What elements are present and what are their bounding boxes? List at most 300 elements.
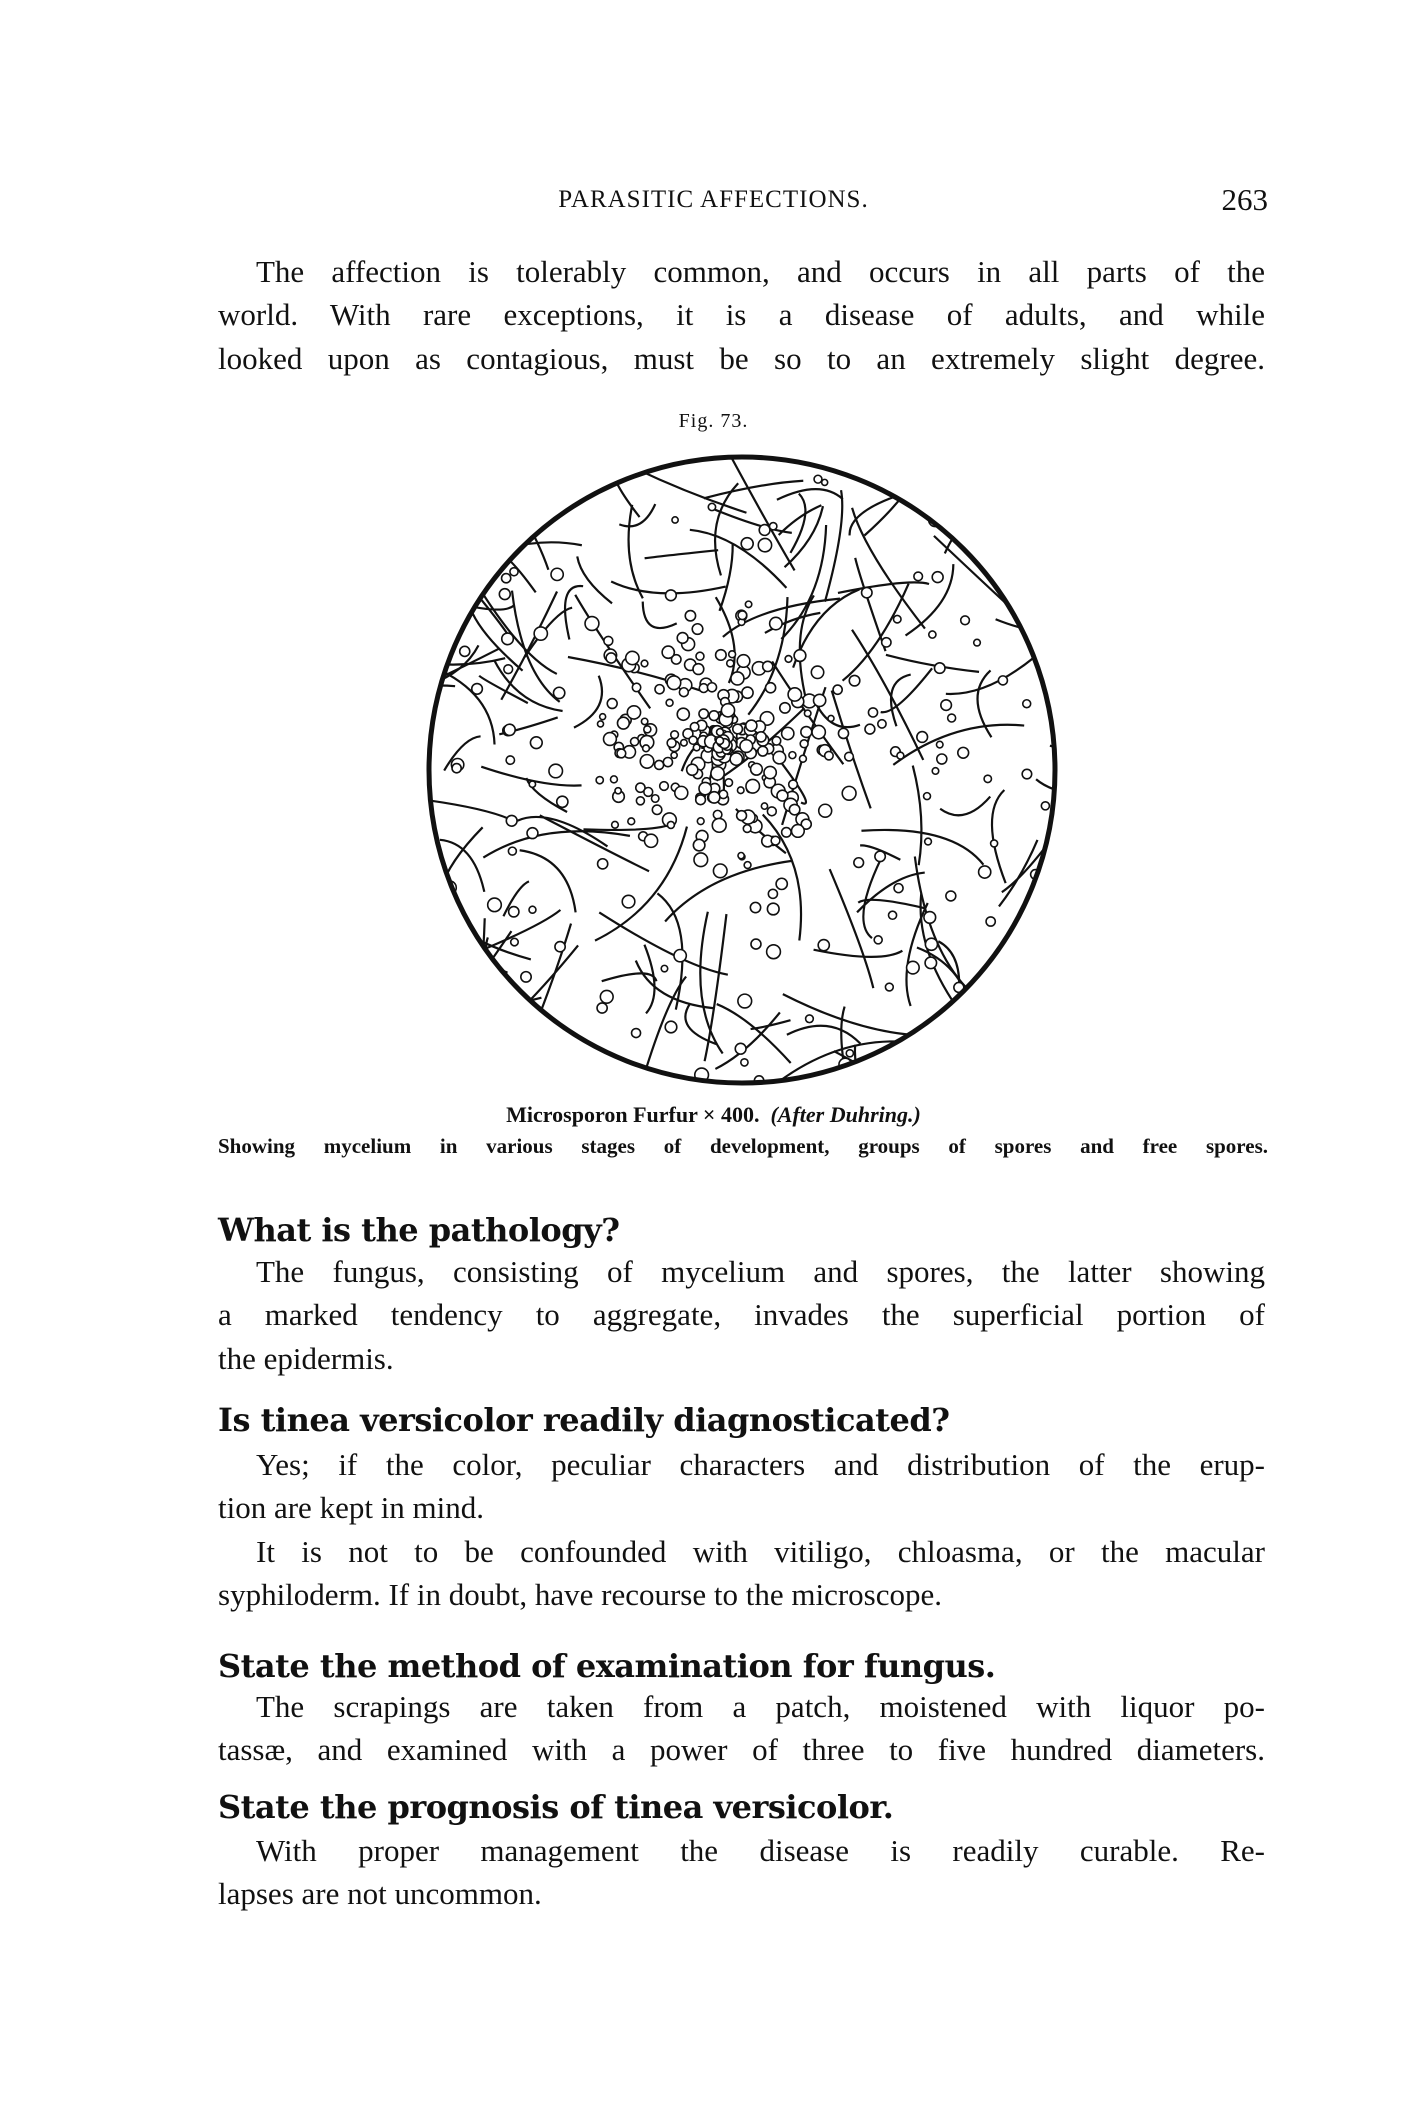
spore [756,732,766,742]
spore [845,752,854,761]
spore [502,574,511,583]
spore [716,650,727,661]
spore [445,1043,454,1052]
spore [685,611,695,621]
spore [948,714,956,722]
spore [741,538,753,550]
spore [708,503,715,510]
hypha [422,799,516,822]
hypha [915,857,970,992]
spore [697,818,704,825]
spore [737,811,747,821]
hypha [422,450,474,463]
body-line: With proper management the disease is readily curable. Re- [256,1833,1265,1868]
spore [1030,958,1041,969]
hypha [992,790,1006,883]
spore [799,755,806,762]
spore [677,633,688,644]
hypha [1036,779,1062,797]
spore [961,616,970,625]
hypha [977,450,1008,525]
spore [771,836,780,845]
spore [958,747,969,758]
hypha [577,556,612,603]
spore [422,1048,428,1056]
spore [947,1077,953,1083]
spore [687,764,698,775]
spore [897,752,904,759]
spore [585,617,599,631]
spore [984,775,991,782]
hypha [777,489,843,500]
spore [430,493,437,500]
section-heading: State the prognosis of tinea versicolor. [218,1788,894,1826]
spore [699,782,711,794]
body-line: a marked tendency to aggregate, invades the superficial portion of [218,1297,1265,1332]
spore [681,740,688,747]
spore [946,891,956,901]
spore [612,821,619,828]
spore [617,749,626,758]
spore [506,756,514,764]
hypha [825,490,842,602]
hypha [643,602,677,628]
spore [426,1010,436,1020]
hypha [422,649,499,708]
spore [455,1063,463,1071]
hypha [913,766,922,866]
spore [529,781,535,787]
hypha [487,931,511,966]
spore [951,474,963,486]
spore [765,683,775,693]
hypha [731,456,795,570]
hypha [422,934,427,972]
spore [731,672,744,685]
spore [662,646,674,658]
hypha [529,450,610,452]
spore [970,503,977,510]
spore [607,699,617,709]
spore [1024,1024,1032,1032]
hypha [473,1043,483,1090]
spore [510,568,518,576]
spore [717,729,724,736]
section-heading: Is tinea versicolor readily diagnosticated? [218,1401,950,1439]
hypha [716,597,735,683]
hypha [1046,560,1062,593]
spore [838,728,848,738]
spore [801,727,812,738]
hypha [422,567,434,711]
hypha [690,530,787,588]
spore [672,517,678,523]
spore [597,721,603,727]
spore [506,815,517,826]
spore [555,942,565,952]
caption-credit: (After Duhring.) [770,1102,921,1127]
spore [587,450,599,461]
spore [842,786,856,800]
spore [441,906,450,915]
spore [730,753,742,765]
hypha [422,967,472,1012]
spore [818,940,829,951]
spore [833,685,842,694]
spore [1030,973,1037,980]
spore [825,751,833,759]
spore [693,664,704,675]
spore [738,994,752,1008]
spore [917,732,928,743]
spore [530,737,542,749]
hypha [472,494,504,562]
hypha [422,635,426,681]
spore [768,889,777,898]
spore [767,945,781,959]
hypha [613,462,640,517]
spore [549,764,563,778]
spore [696,795,706,805]
spore [735,1043,746,1054]
spore [925,938,937,950]
spore [828,715,834,721]
body-line: The scrapings are taken from a patch, moistened with liquor po- [256,1689,1265,1724]
hypha [504,450,510,458]
spore [604,636,613,645]
spore [460,646,470,656]
spore [889,911,897,919]
spore [602,457,610,465]
spore [640,755,654,769]
spore [875,851,885,861]
spore [721,704,734,717]
spore [773,751,786,764]
body-line: syphiloderm. If in doubt, have recourse to the microscope. [218,1577,942,1612]
spore [740,740,753,753]
spore [934,663,944,673]
hypha [700,912,722,1054]
hypha [945,515,998,553]
spore [907,961,920,974]
spore [906,462,915,471]
spore [1024,596,1035,607]
spore [1023,700,1031,708]
spore [806,1015,814,1023]
spore [789,780,798,789]
spore [699,709,708,718]
spore [865,724,875,734]
spore [986,917,995,926]
spore [632,1029,641,1038]
spore [711,767,724,780]
spore [692,624,703,635]
spore [432,1066,441,1075]
hypha [1011,1063,1062,1090]
intro-line: looked upon as contagious, must be so to an extremely slight degree. [218,341,1265,376]
spore [763,661,773,671]
spore [1049,897,1061,909]
spore [1041,802,1049,810]
spore [622,895,635,908]
spore [651,795,658,802]
hypha [893,725,1024,765]
spore [524,463,537,476]
spore [671,731,679,739]
spore [929,631,936,638]
spore [746,720,757,731]
hypha [583,824,670,830]
spore [689,736,697,744]
spore [789,804,799,814]
hypha [645,550,719,558]
spore [744,862,751,869]
spore [792,825,805,838]
spore [712,818,726,832]
spore [814,694,826,706]
section-heading: What is the pathology? [218,1211,620,1249]
spore [641,660,648,667]
spore [709,711,719,721]
spore [557,796,568,807]
spore [707,683,716,692]
hypha [946,658,1033,694]
spore [764,766,776,778]
spore [727,660,734,667]
intro-line: world. With rare exceptions, it is a disease of adults, and while [218,297,1265,332]
spore [713,810,722,819]
spore [924,793,931,800]
spore [458,1032,469,1043]
spore [674,949,686,961]
spore [564,458,573,467]
spore [924,912,936,924]
spore [1043,1056,1050,1063]
spore [759,525,770,536]
spore [643,745,650,752]
spore [666,590,677,601]
hypha [787,1026,861,1044]
microscope-illustration [422,450,1062,1090]
spore [761,803,767,809]
spore [782,828,791,837]
spore [729,651,736,658]
spore [537,487,548,498]
spore [632,683,640,691]
hypha [422,554,476,561]
spore [738,611,747,620]
spore [504,724,515,735]
spore [626,651,639,664]
body-line: The fungus, consisting of mycelium and spores, the latter showing [256,1254,1265,1289]
hypha [748,597,787,715]
spore [534,627,547,640]
hypha [483,831,630,857]
hypha [852,508,925,629]
spore [627,706,640,719]
spore [806,1083,816,1090]
running-head: PARASITIC AFFECTIONS. [558,186,869,213]
spore [758,746,768,756]
spore [742,687,753,698]
spore [517,454,529,466]
spore [499,589,510,600]
spore [814,475,822,483]
spore [667,821,674,828]
spore [425,951,433,959]
spore [472,684,483,695]
hypha [634,468,747,513]
hypha [422,614,458,628]
hypha [940,797,990,816]
hypha [1000,451,1030,519]
hypha [751,1020,791,1029]
spore [454,474,464,484]
spore [936,741,943,748]
spore [644,834,657,847]
spore [770,523,777,530]
spore [509,907,519,917]
hypha [490,450,521,491]
spore [551,568,563,580]
spore [804,710,811,717]
spore [932,572,943,583]
hypha [710,508,792,533]
spore [610,776,617,783]
spore [868,708,877,717]
spore [874,936,882,944]
spore [998,676,1007,685]
spore [641,718,647,724]
spore [679,688,688,697]
spore [862,587,872,597]
spore [894,615,901,622]
spore [1056,539,1062,549]
spore [644,787,653,796]
body-line: the epidermis. [218,1341,394,1376]
spore [914,572,923,581]
spore [746,779,760,793]
spore [780,703,790,713]
spore [751,939,761,949]
hypha [512,591,560,702]
hypha [595,827,687,941]
spore [979,866,991,878]
spore [794,650,806,662]
spore [511,938,519,946]
hypha [1040,933,1062,961]
spore [1024,601,1032,609]
spore [486,525,496,535]
hypha [852,630,923,760]
hypha [705,914,727,1061]
spore [767,807,776,816]
spore [596,777,603,784]
spore [553,687,564,698]
spore [615,788,621,794]
hypha [966,470,1062,497]
hypha [838,582,929,593]
spore [600,990,613,1003]
spore [937,754,947,764]
spore [677,708,689,720]
spore [750,902,760,912]
spore [504,665,513,674]
spore [693,744,700,751]
body-line: tion are kept in mind. [218,1490,485,1525]
spore [737,655,750,668]
spore [782,727,794,739]
hypha [479,676,528,703]
spore [644,726,651,733]
hypha [492,469,504,581]
spore [652,805,661,814]
spore [745,601,751,607]
spore [1039,919,1047,927]
spore [737,787,744,794]
spore [846,1050,853,1057]
spore [661,965,667,971]
spore [591,1053,603,1065]
spore [548,1071,561,1084]
spore [666,699,673,706]
hypha [783,994,926,1035]
spore [598,859,608,869]
spore [696,652,704,660]
spore [974,639,981,646]
spore [776,878,787,889]
hypha [629,505,643,599]
spore [521,972,531,982]
hypha [1003,526,1062,576]
spore [600,714,606,720]
spore [758,538,771,551]
spore [1031,1004,1041,1014]
hypha [883,1057,989,1090]
spore [1050,452,1058,460]
spore [991,840,998,847]
section-heading: State the method of examination for fungus. [218,1647,996,1685]
spore [925,838,932,845]
spore [741,1059,748,1066]
spore [663,758,672,767]
spore [667,739,676,748]
body-line: It is not to be confounded with vitiligo, chloasma, or the macular [256,1534,1265,1569]
spore [725,779,733,787]
hypha [471,520,494,562]
hypha [422,953,433,1004]
mycelium-drawing [422,450,1062,1090]
spore [928,1029,940,1041]
spore [788,688,801,701]
spore [604,733,617,746]
spore [671,752,677,758]
spore [693,839,705,851]
hypha [485,910,560,949]
spore [655,685,664,694]
spore [733,724,743,734]
spore [452,764,461,773]
hypha [1042,1022,1052,1081]
spore [534,450,540,455]
spore [508,847,516,855]
spore [932,768,939,775]
spore [636,797,644,805]
hypha [574,676,602,728]
spore [435,563,444,572]
spore [1001,1035,1011,1045]
spore [772,737,780,745]
